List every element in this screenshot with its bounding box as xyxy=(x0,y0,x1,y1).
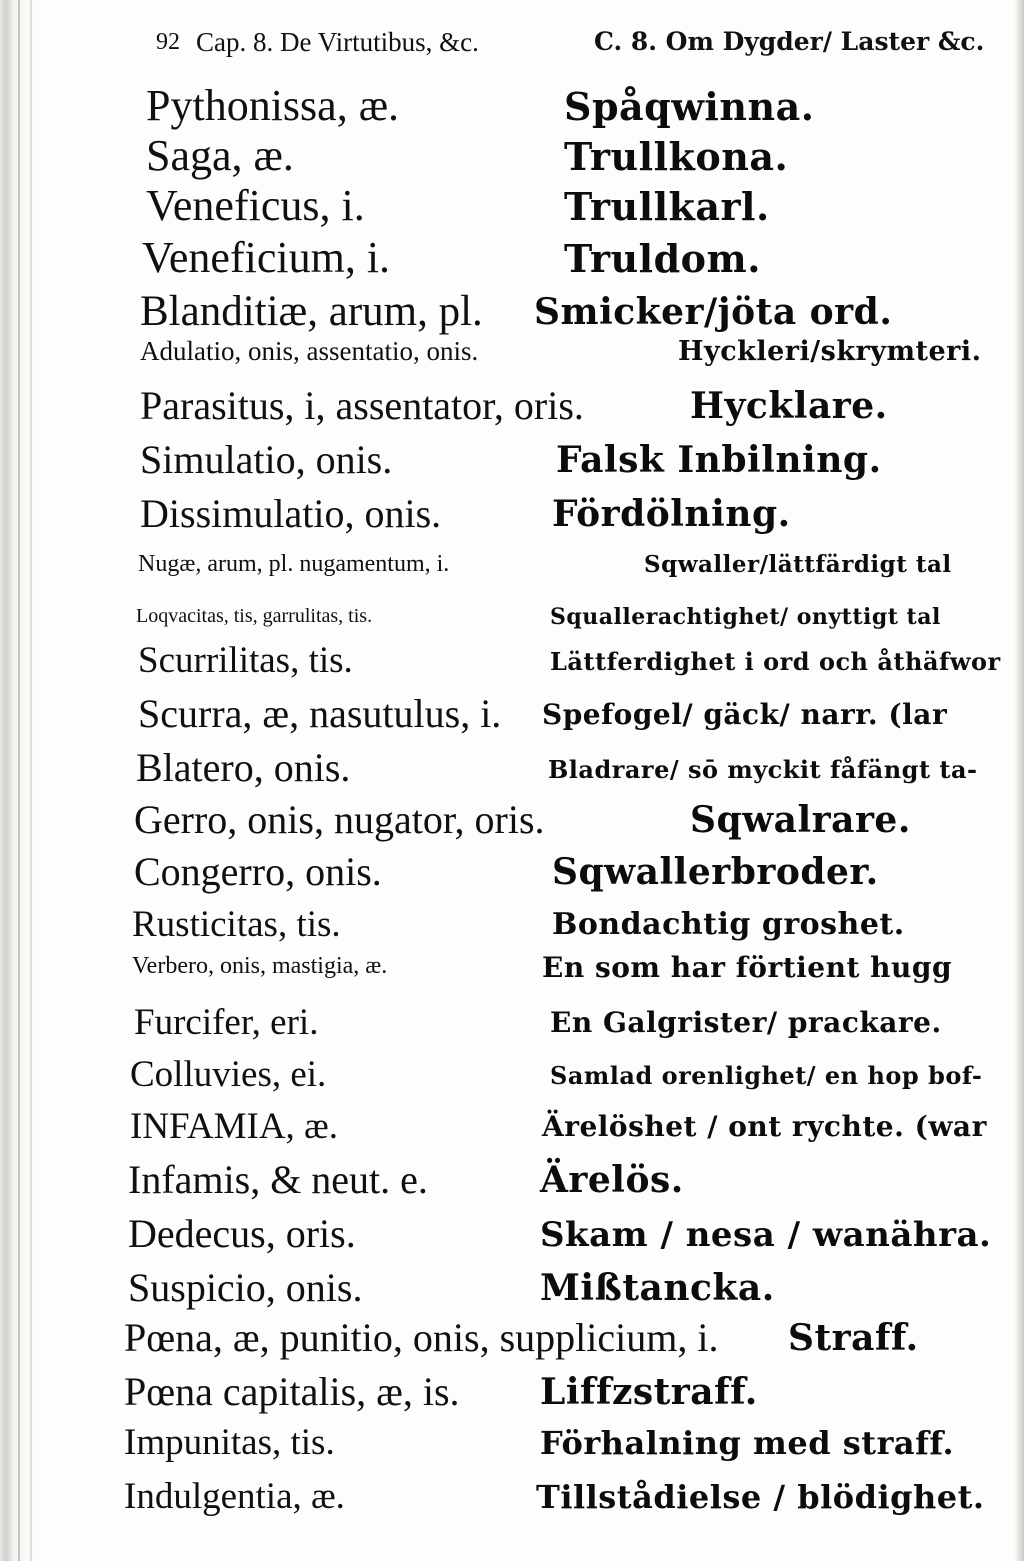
swedish-translation: Skam / nesa / wanähra. xyxy=(540,1214,992,1255)
swedish-translation: Trullkona. xyxy=(564,133,789,179)
swedish-translation: Falsk Inbilning. xyxy=(556,439,882,482)
swedish-chapter-title: C. 8. Om Dygder/ Laster &c. xyxy=(594,27,985,56)
latin-chapter-title: Cap. 8. De Virtutibus, &c. xyxy=(196,27,479,57)
swedish-translation: Trullkarl. xyxy=(564,183,770,229)
latin-term: Suspicio, onis. xyxy=(128,1265,363,1310)
swedish-translation: En Galgrister/ prackare. xyxy=(550,1006,942,1040)
swedish-translation: Lättferdighet i ord och åthäfwor xyxy=(550,646,1001,676)
latin-term: Infamis, & neut. e. xyxy=(128,1157,428,1202)
latin-term: Furcifer, eri. xyxy=(134,1002,319,1043)
latin-term: Impunitas, tis. xyxy=(124,1422,335,1463)
swedish-translation: Bladrare/ sō myckit fåfängt ta- xyxy=(548,754,978,784)
latin-term: Saga, æ. xyxy=(146,131,294,180)
latin-term: Veneficium, i. xyxy=(142,233,391,282)
swedish-translation: Sqwaller/lättfärdigt tal xyxy=(644,550,952,578)
swedish-translation: Squallerachtighet/ onyttigt tal xyxy=(550,604,941,630)
swedish-translation: Sqwalrare. xyxy=(690,799,911,842)
swedish-translation: Spåqwinna. xyxy=(564,83,815,129)
latin-term: Blanditiæ, arum, pl. xyxy=(140,288,483,335)
swedish-translation: Tillstådielse / blödighet. xyxy=(536,1478,985,1516)
latin-term: Colluvies, ei. xyxy=(130,1054,327,1095)
latin-term: Dissimulatio, onis. xyxy=(140,491,442,536)
swedish-translation: Ärelös. xyxy=(540,1159,684,1202)
latin-term: Nugæ, arum, pl. nugamentum, i. xyxy=(138,551,450,577)
latin-term: Verbero, onis, mastigia, æ. xyxy=(132,953,388,979)
swedish-translation: Förhalning med straff. xyxy=(540,1424,955,1462)
latin-term: Parasitus, i, assentator, oris. xyxy=(140,383,584,428)
swedish-translation: Sqwallerbroder. xyxy=(552,851,879,894)
swedish-translation: Truldom. xyxy=(564,235,761,281)
swedish-translation: Bondachtig groshet. xyxy=(552,907,905,943)
swedish-translation: Fördölning. xyxy=(552,493,791,536)
swedish-translation: Spefogel/ gäck/ narr. (lar xyxy=(542,698,948,732)
swedish-translation: Smicker/jöta ord. xyxy=(534,291,893,334)
swedish-translation: Samlad orenlighet/ en hop bof- xyxy=(550,1060,983,1090)
latin-term: Simulatio, onis. xyxy=(140,437,393,482)
latin-term: Dedecus, oris. xyxy=(128,1211,356,1256)
swedish-translation: En som har förtient hugg xyxy=(542,951,953,984)
swedish-translation: Ärelöshet / ont rychte. (war xyxy=(542,1110,987,1144)
latin-term: Veneficus, i. xyxy=(146,181,365,230)
latin-term: Pythonissa, æ. xyxy=(146,81,400,130)
latin-term: Gerro, onis, nugator, oris. xyxy=(134,797,545,842)
latin-term: Adulatio, onis, assentatio, onis. xyxy=(140,336,479,366)
latin-term: Rusticitas, tis. xyxy=(132,904,341,945)
latin-term: Loqvacitas, tis, garrulitas, tis. xyxy=(136,605,373,627)
swedish-translation: Hyckleri/skrymteri. xyxy=(678,336,982,367)
latin-term: Scurrilitas, tis. xyxy=(138,640,353,681)
swedish-translation: Straff. xyxy=(788,1317,919,1360)
swedish-translation: Hycklare. xyxy=(690,385,888,428)
swedish-translation: Liffzstraff. xyxy=(540,1371,758,1414)
latin-term: INFAMIA, æ. xyxy=(130,1106,338,1147)
latin-term: Blatero, onis. xyxy=(136,745,351,790)
swedish-translation: Mißtancka. xyxy=(540,1267,775,1310)
latin-term: Pœna, æ, punitio, onis, supplicium, i. xyxy=(124,1315,719,1360)
latin-term: Congerro, onis. xyxy=(134,849,382,894)
latin-term: Pœna capitalis, æ, is. xyxy=(124,1369,460,1414)
latin-term: Scurra, æ, nasutulus, i. xyxy=(138,691,502,736)
page-number: 92 xyxy=(156,29,180,55)
latin-term: Indulgentia, æ. xyxy=(124,1476,345,1517)
